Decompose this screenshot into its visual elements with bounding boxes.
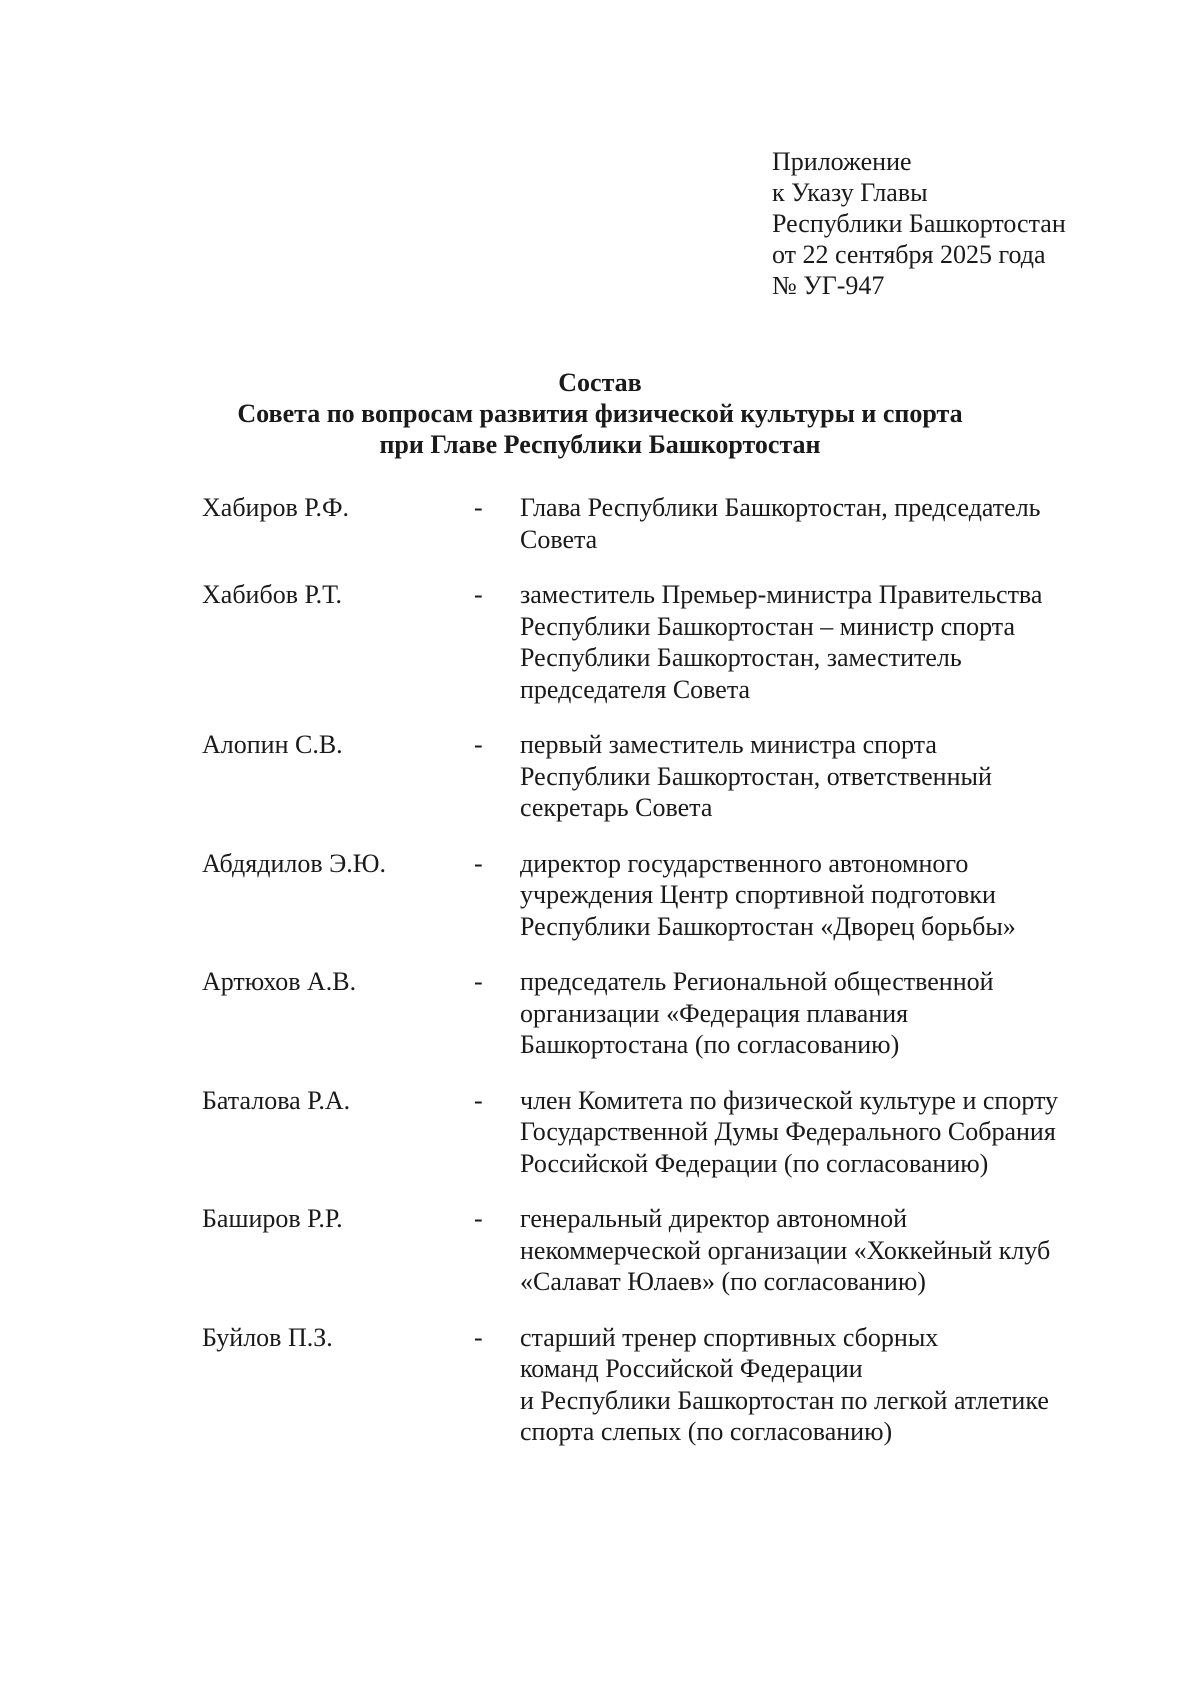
- member-description-line: Совета: [520, 524, 598, 554]
- member-description-line: генеральный директор автономной: [520, 1204, 908, 1233]
- annex-line: Республики Башкортостан: [772, 209, 1066, 238]
- member-description: [520, 729, 1102, 824]
- member-description-line: организации «Федерация плавания: [520, 998, 909, 1028]
- member-entry: [202, 966, 1102, 1061]
- member-name: Баталова Р.А.: [202, 1085, 351, 1115]
- member-description-line: Республики Башкортостан, ответственный: [520, 761, 992, 791]
- member-dash: -: [474, 493, 483, 522]
- member-description-line: Государственной Думы Федерального Собрания: [520, 1117, 1056, 1146]
- member-description: [520, 966, 1102, 1061]
- member-description-line: Республики Башкортостан «Дворец борьбы»: [520, 911, 1016, 941]
- member-description-line: спорта слепых (по согласованию): [520, 1417, 893, 1446]
- title-line: Состав: [558, 368, 642, 397]
- member-entry: [202, 1322, 1102, 1448]
- annex-line: Приложение: [772, 147, 912, 176]
- member-description-line: учреждения Центр спортивной подготовки: [520, 880, 996, 909]
- member-description: [520, 1322, 1102, 1448]
- member-description-line: директор государственного автономного: [520, 848, 969, 878]
- member-description-line: председателя Совета: [520, 674, 751, 704]
- member-description-line: команд Российской Федерации: [520, 1354, 863, 1383]
- member-description: [520, 492, 1102, 555]
- member-description: [520, 579, 1102, 705]
- member-description: [520, 848, 1102, 943]
- member-description-line: секретарь Совета: [520, 793, 713, 822]
- member-description-line: Башкортостана (по согласованию): [520, 1030, 900, 1059]
- member-description-line: Глава Республики Башкортостан, председатель: [520, 493, 1041, 522]
- annex-line: от 22 сентября 2025 года: [772, 240, 1046, 269]
- member-description-line: и Республики Башкортостан по легкой атлетике: [520, 1385, 1049, 1415]
- member-name: Артюхов А.В.: [202, 967, 357, 996]
- member-entry: [202, 579, 1102, 705]
- member-description-line: «Салават Юлаев» (по согласованию): [520, 1267, 926, 1296]
- member-name: Алопин С.В.: [202, 730, 343, 759]
- title-line: Совета по вопросам развития физической культуры и спорта: [237, 399, 963, 428]
- member-description-line: старший тренер спортивных сборных: [520, 1322, 939, 1352]
- member-description-line: член Комитета по физической культуре и спорту: [520, 1085, 1059, 1115]
- member-entry: [202, 1203, 1102, 1298]
- member-description-line: некоммерческой организации «Хоккейный клуб: [520, 1235, 1051, 1265]
- member-name: Баширов Р.Р.: [202, 1204, 343, 1233]
- member-description: [520, 1085, 1102, 1180]
- member-dash: -: [474, 580, 483, 609]
- member-dash: -: [474, 967, 483, 996]
- member-entry: [202, 729, 1102, 824]
- member-entry: [202, 848, 1102, 943]
- member-entry: [202, 492, 1102, 555]
- document-title: [0, 367, 1200, 460]
- annex-block: [772, 146, 1066, 301]
- member-name: Буйлов П.З.: [202, 1322, 333, 1352]
- member-description-line: председатель Региональной общественной: [520, 967, 994, 996]
- member-dash: -: [474, 848, 483, 878]
- members-list: [202, 492, 1102, 1448]
- member-entry: [202, 1085, 1102, 1180]
- member-description-line: Российской Федерации (по согласованию): [520, 1148, 989, 1178]
- title-line: при Главе Республики Башкортостан: [379, 430, 821, 459]
- member-name: Абдядилов Э.Ю.: [202, 848, 387, 878]
- member-description-line: Республики Башкортостан, заместитель: [520, 643, 962, 672]
- annex-line: № УГ-947: [772, 271, 885, 300]
- annex-line: к Указу Главы: [772, 178, 928, 207]
- member-description-line: Республики Башкортостан – министр спорта: [520, 611, 1015, 641]
- member-dash: -: [474, 1204, 483, 1233]
- member-dash: -: [474, 1085, 483, 1115]
- member-name: Хабибов Р.Т.: [202, 580, 342, 609]
- member-dash: -: [474, 730, 483, 759]
- member-dash: -: [474, 1322, 483, 1352]
- member-description-line: заместитель Премьер-министра Правительства: [520, 580, 1043, 609]
- member-description: [520, 1203, 1102, 1298]
- member-name: Хабиров Р.Ф.: [202, 493, 349, 522]
- member-description-line: первый заместитель министра спорта: [520, 730, 937, 759]
